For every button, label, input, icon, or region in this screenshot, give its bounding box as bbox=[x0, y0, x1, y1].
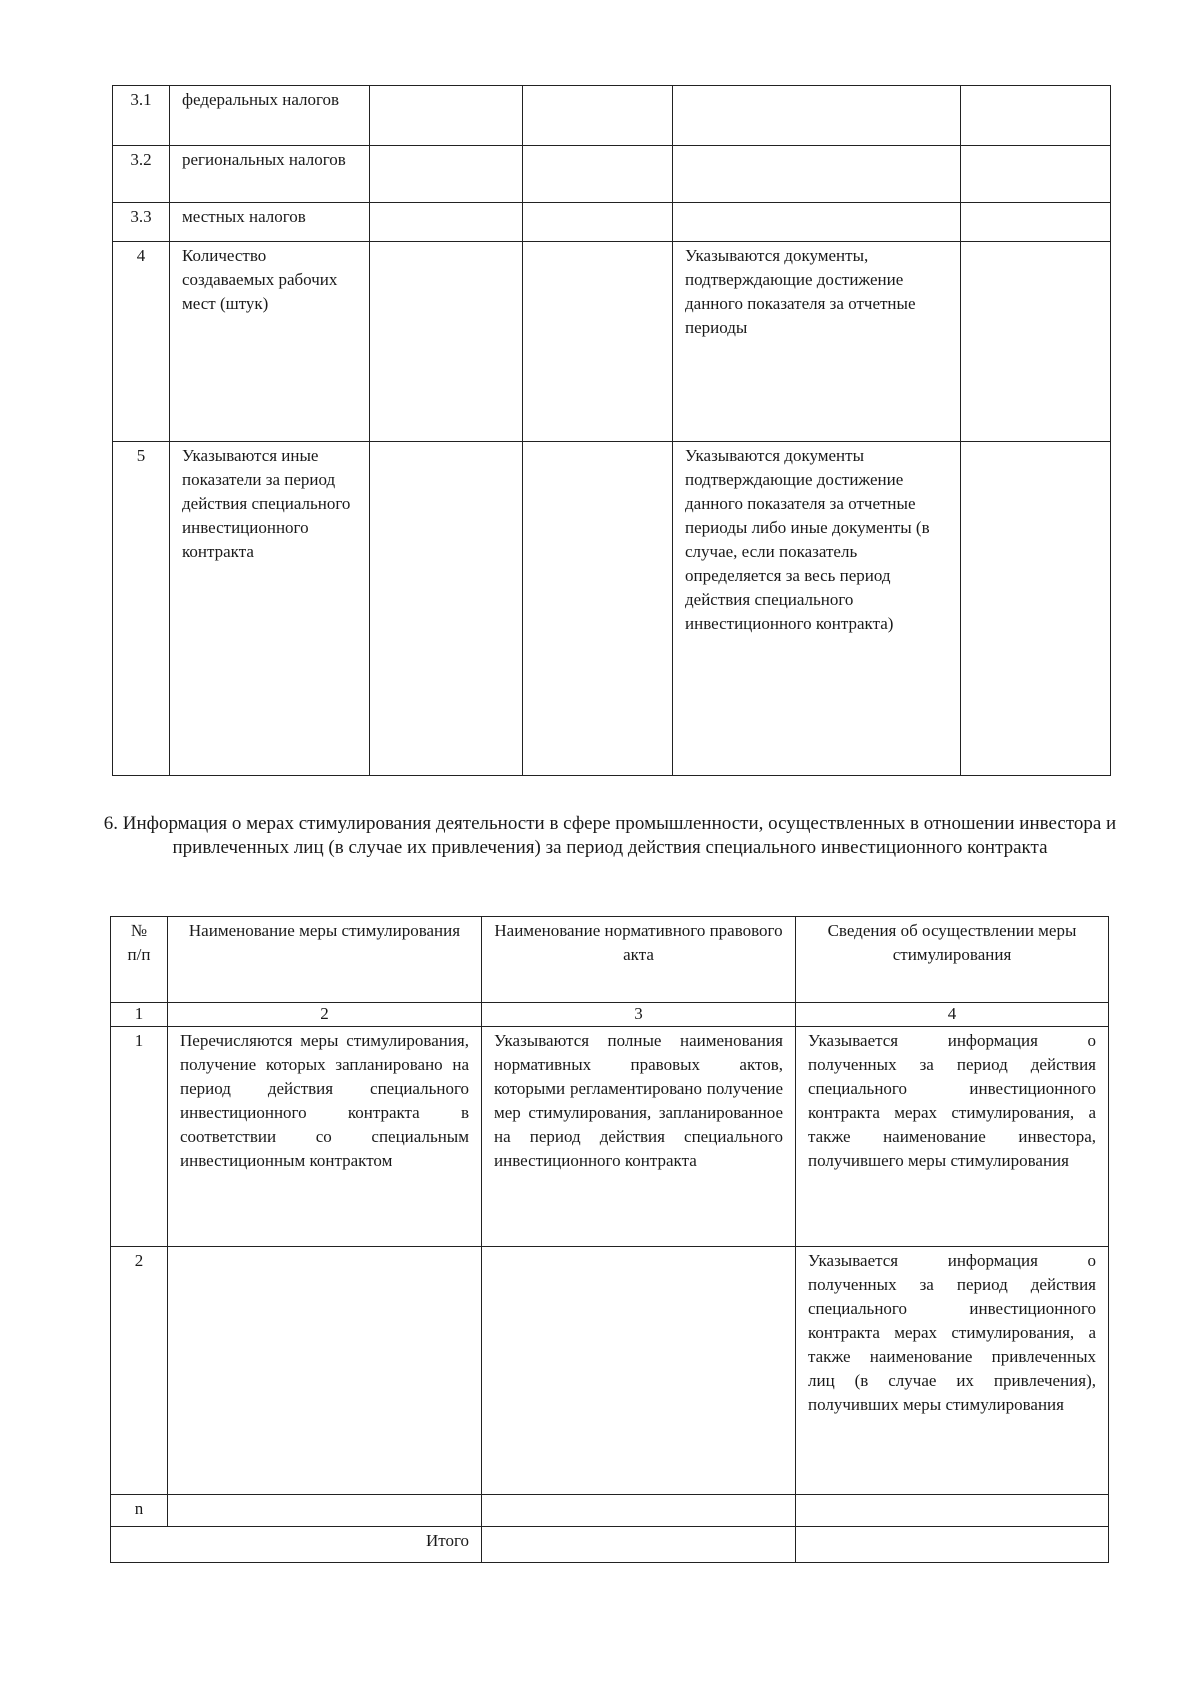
table-row bbox=[111, 1027, 1109, 1247]
indicator-note: Указываются документы, подтверждающие достижение данного показателя за отчетные периоды bbox=[673, 242, 961, 442]
column-number: 4 bbox=[796, 1003, 1109, 1027]
row-number: 2 bbox=[111, 1247, 168, 1495]
table-row bbox=[113, 146, 1111, 203]
measure-cell bbox=[168, 1495, 482, 1527]
row-number: 3.3 bbox=[113, 203, 170, 242]
total-row bbox=[111, 1527, 1109, 1563]
header-num: № п/п bbox=[111, 917, 168, 1003]
column-numbers-row bbox=[111, 1003, 1109, 1027]
info-cell: Указывается информация о полученных за период действия специального инвестиционного контракта мерах стимулирования, а также наименование привлеченных лиц (в случае их привлечения), получивших меры стимулирования bbox=[796, 1247, 1109, 1495]
table-row bbox=[111, 1495, 1109, 1527]
indicator-name: федеральных налогов bbox=[170, 86, 370, 146]
indicator-note bbox=[673, 203, 961, 242]
header-act: Наименование нормативного правового акта bbox=[482, 917, 796, 1003]
act-cell bbox=[482, 1247, 796, 1495]
indicator-note bbox=[673, 86, 961, 146]
row-number: 1 bbox=[111, 1027, 168, 1247]
indicator-name: Количество создаваемых рабочих мест (штук) bbox=[170, 242, 370, 442]
indicator-name: региональных налогов bbox=[170, 146, 370, 203]
table-row bbox=[113, 242, 1111, 442]
indicator-name: местных налогов bbox=[170, 203, 370, 242]
section-6-title: 6. Информация о мерах стимулирования деятельности в сфере промышленности, осуществленных в отношении инвестора и привлеченных лиц (в случае их привлечения) за период действия специального инвестиционного контракта bbox=[103, 813, 1117, 858]
stimulus-measures-table bbox=[110, 916, 1109, 1563]
row-number: 3.2 bbox=[113, 146, 170, 203]
info-cell: Указывается информация о полученных за период действия специального инвестиционного контракта мерах стимулирования, а также наименование инвестора, получившего меры стимулирования bbox=[796, 1027, 1109, 1247]
measure-cell: Перечисляются меры стимулирования, получение которых запланировано на период действия специального инвестиционного контракта в соответствии со специальным инвестиционным контрактом bbox=[168, 1027, 482, 1247]
info-cell bbox=[796, 1495, 1109, 1527]
total-label: Итого bbox=[111, 1527, 482, 1563]
measure-cell bbox=[168, 1247, 482, 1495]
indicator-note: Указываются документы подтверждающие достижение данного показателя за отчетные периоды либо иные документы (в случае, если показатель определяется за весь период действия специального инвестиционного контракта) bbox=[673, 442, 961, 776]
row-number: n bbox=[111, 1495, 168, 1527]
header-info: Сведения об осуществлении меры стимулирования bbox=[796, 917, 1109, 1003]
indicator-name: Указываются иные показатели за период действия специального инвестиционного контракта bbox=[170, 442, 370, 776]
column-number: 1 bbox=[111, 1003, 168, 1027]
column-number: 2 bbox=[168, 1003, 482, 1027]
table-row bbox=[111, 1247, 1109, 1495]
header-measure: Наименование меры стимулирования bbox=[168, 917, 482, 1003]
act-cell bbox=[482, 1495, 796, 1527]
column-number: 3 bbox=[482, 1003, 796, 1027]
indicator-note bbox=[673, 146, 961, 203]
table-row bbox=[113, 203, 1111, 242]
row-number: 3.1 bbox=[113, 86, 170, 146]
row-number: 4 bbox=[113, 242, 170, 442]
table-header-row bbox=[111, 917, 1109, 1003]
table-row bbox=[113, 86, 1111, 146]
act-cell: Указываются полные наименования нормативных правовых актов, которыми регламентировано получение мер стимулирования, запланированное на период действия специального инвестиционного контракта bbox=[482, 1027, 796, 1247]
indicators-table bbox=[112, 85, 1111, 776]
row-number: 5 bbox=[113, 442, 170, 776]
table-row bbox=[113, 442, 1111, 776]
